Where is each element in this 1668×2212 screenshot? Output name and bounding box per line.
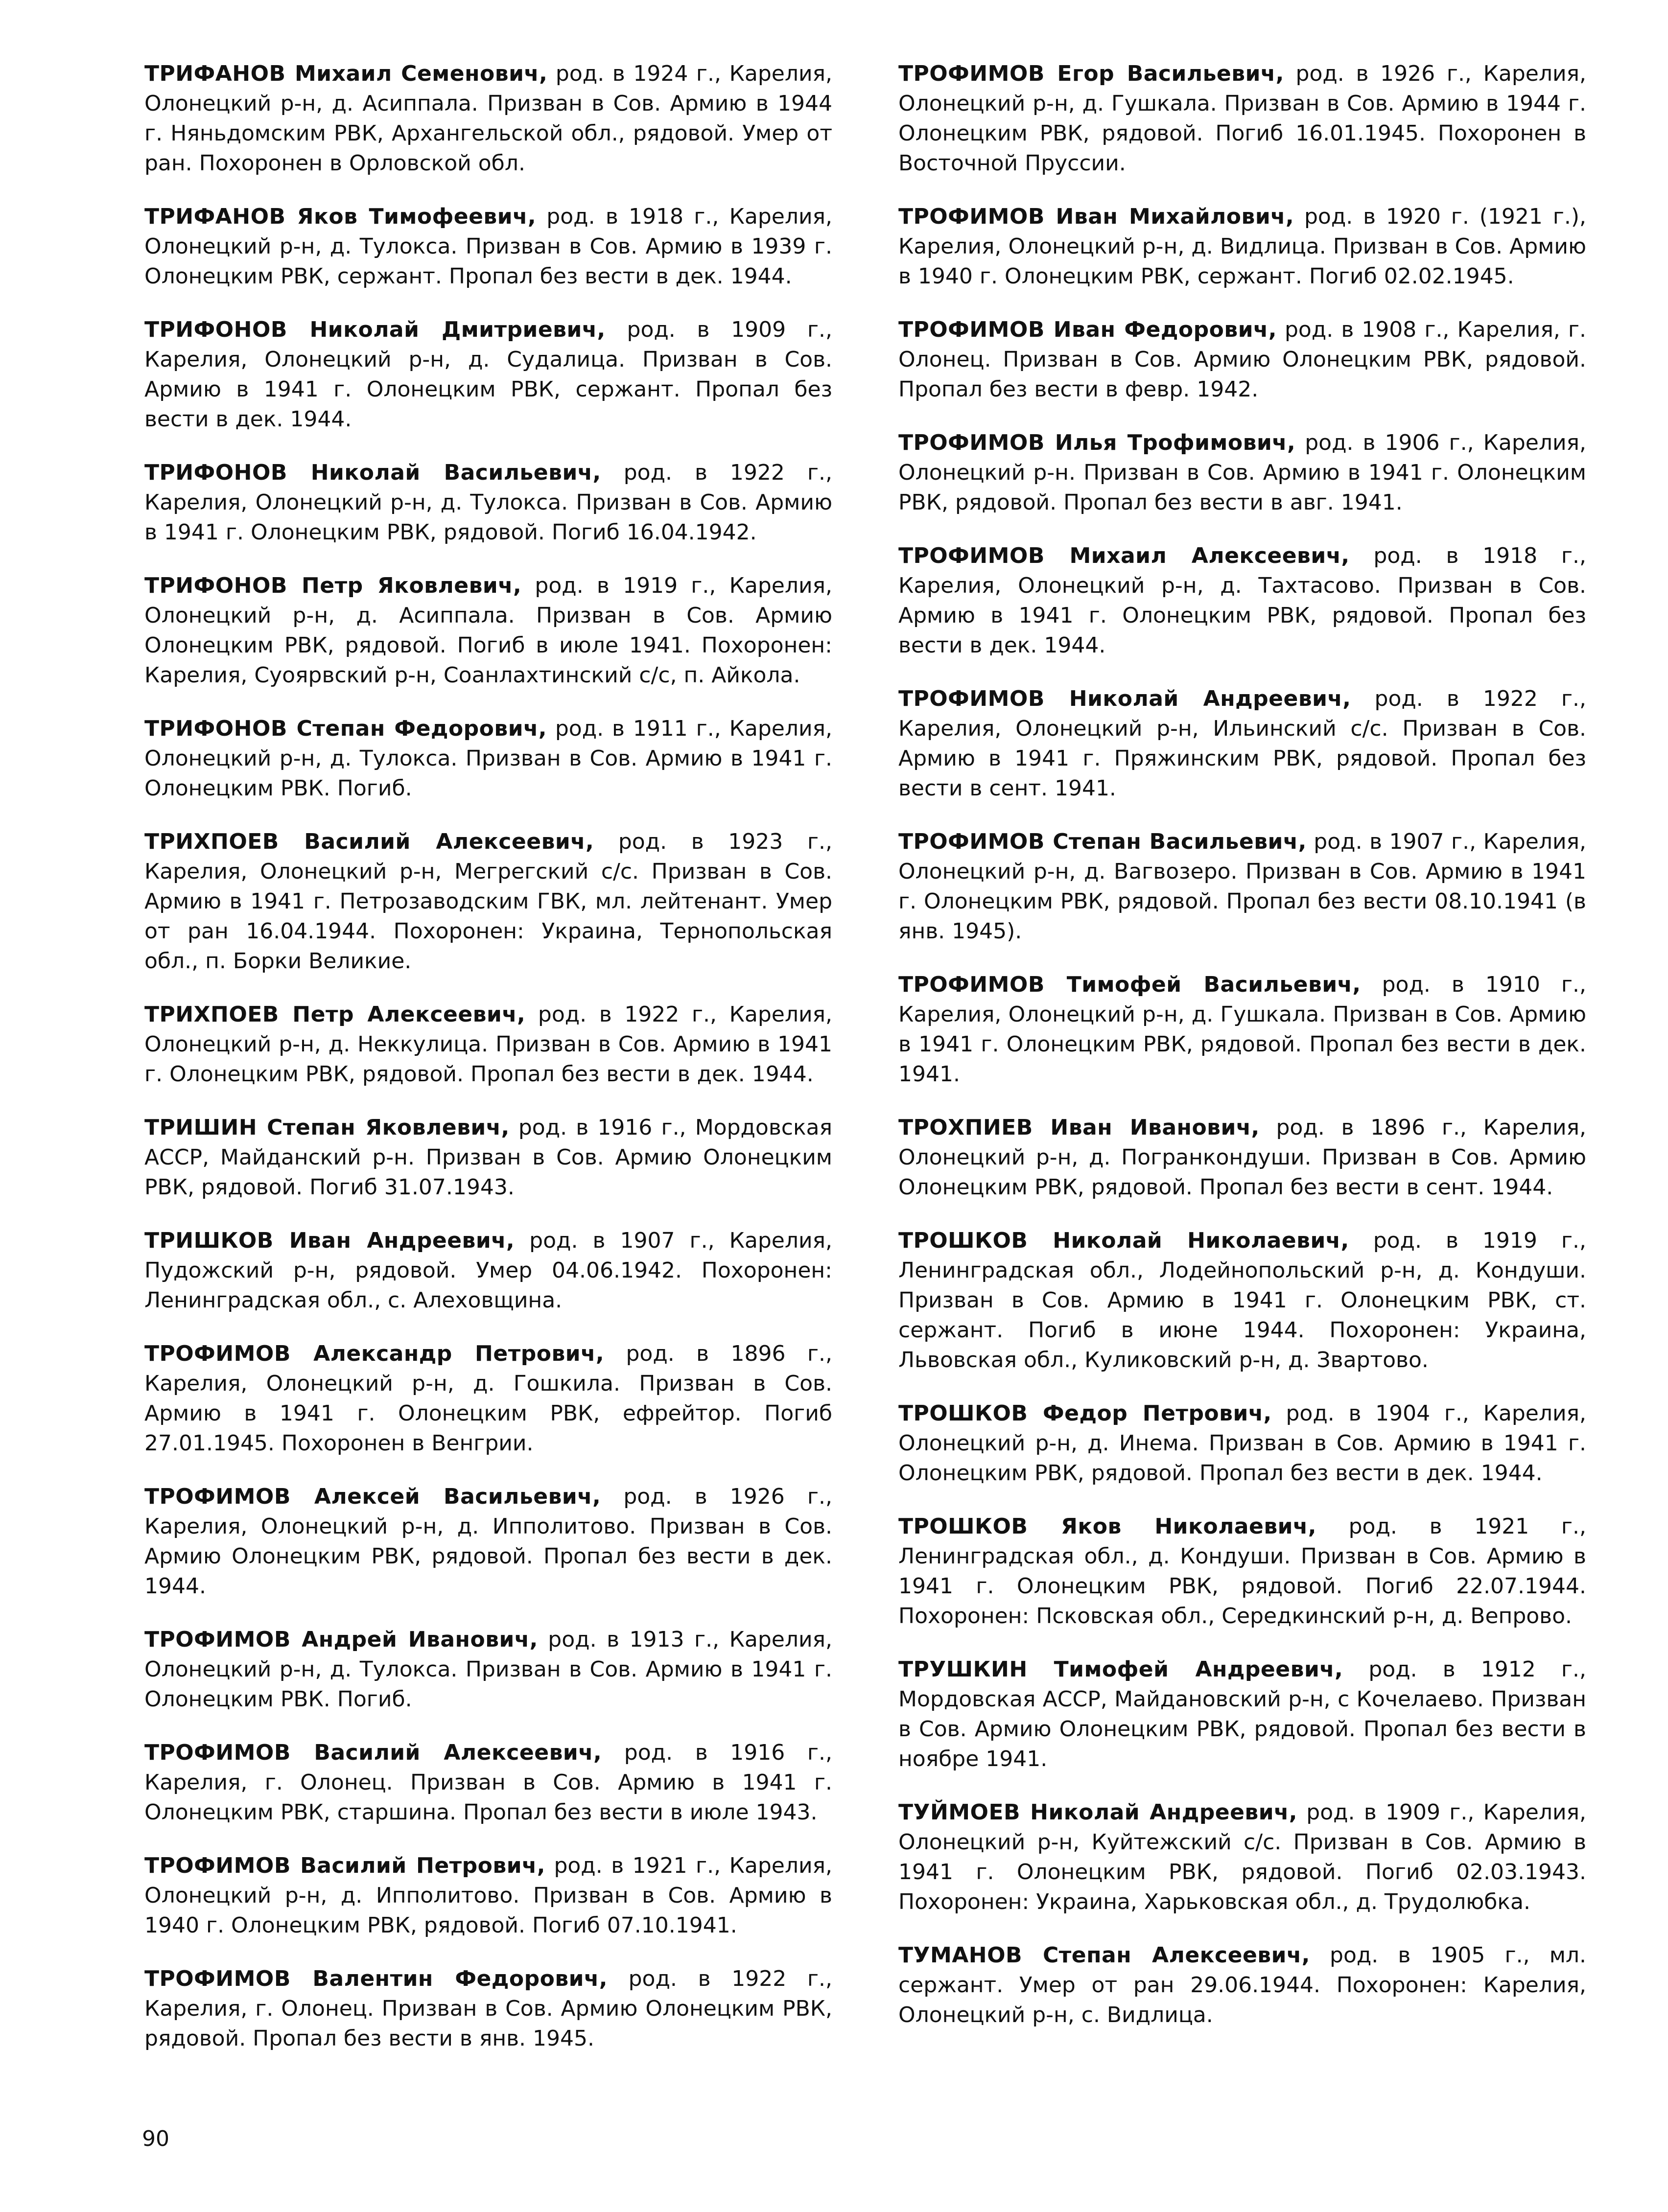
entry-name: ТРОФИМОВ Иван Михайлович, bbox=[898, 204, 1294, 229]
entry-text: род. в 1924 г., Карелия, Олонецкий р-н, д. Асиппала. Призван в Сов. Армию в 1944 г. Няньдомским РВК, Архангельской обл., рядовой. Умер от ран. Похоронен в Орловской обл. bbox=[144, 61, 832, 176]
entry-name: ТРОФИМОВ Егор Васильевич, bbox=[898, 61, 1284, 86]
entry-text: род. в 1919 г., Ленинградская обл., Лодейнопольский р-н, д. Кондуши. Призван в Сов. Армию в 1941 г. Олонецким РВК, ст. сержант. Погиб в июне 1944. Похоронен: Украина, Львовская обл., Куликовский р-н, д. Звартово. bbox=[898, 1228, 1586, 1373]
entry bbox=[898, 970, 1586, 1089]
entry-text: род. в 1920 г. (1921 г.), Карелия, Олонецкий р-н, д. Видлица. Призван в Сов. Армию в 1940 г. Олонецким РВК, сержант. Погиб 02.02.1945. bbox=[898, 204, 1586, 289]
entry-name: ТРИШИН Степан Яковлевич, bbox=[144, 1115, 510, 1140]
entry bbox=[144, 1851, 832, 1940]
entry-name: ТРОФИМОВ Тимофей Васильевич, bbox=[898, 972, 1361, 997]
entry-name: ТРОФИМОВ Алексей Васильевич, bbox=[144, 1484, 601, 1509]
entry-text: род. в 1922 г., Карелия, Олонецкий р-н, д. Тулокса. Призван в Сов. Армию в 1941 г. Олонецким РВК, рядовой. Погиб 16.04.1942. bbox=[144, 460, 832, 545]
entry bbox=[144, 315, 832, 434]
entry-name: ТРОФИМОВ Николай Андреевич, bbox=[898, 686, 1351, 711]
entry bbox=[898, 428, 1586, 517]
entry bbox=[898, 59, 1586, 178]
entry-text: род. в 1916 г., Мордовская АССР, Майданский р-н. Призван в Сов. Армию Олонецким РВК, рядовой. Погиб 31.07.1943. bbox=[144, 1115, 832, 1200]
entry-name: ТРОФИМОВ Валентин Федорович, bbox=[144, 1966, 608, 1991]
entry-text: род. в 1904 г., Карелия, Олонецкий р-н, д. Инема. Призван в Сов. Армию в 1941 г. Олонецким РВК, рядовой. Пропал без вести в дек. 1944. bbox=[898, 1401, 1586, 1486]
entry-text: род. в 1922 г., Карелия, Олонецкий р-н, д. Неккулица. Призван в Сов. Армию в 1941 г. Олонецким РВК, рядовой. Пропал без вести в дек. 1944. bbox=[144, 1002, 833, 1087]
entry bbox=[898, 1113, 1586, 1202]
entry-name: ТРОШКОВ Яков Николаевич, bbox=[898, 1514, 1316, 1539]
entry-name: ТРОФИМОВ Андрей Иванович, bbox=[144, 1627, 538, 1652]
entry-name: ТРИФАНОВ Яков Тимофеевич, bbox=[144, 204, 537, 229]
entry bbox=[898, 541, 1586, 660]
entry-name: ТРОШКОВ Николай Николаевич, bbox=[898, 1228, 1349, 1253]
entry-name: ТРОФИМОВ Степан Васильевич, bbox=[898, 829, 1307, 854]
entry-name: ТРИХПОЕВ Петр Алексеевич, bbox=[144, 1002, 526, 1027]
entry-text: род. в 1911 г., Карелия, Олонецкий р-н, д. Тулокса. Призван в Сов. Армию в 1941 г. Олонецким РВК. Погиб. bbox=[144, 716, 833, 801]
entry bbox=[898, 315, 1586, 404]
entry-text: род. в 1907 г., Карелия, Олонецкий р-н, д. Вагвозеро. Призван в Сов. Армию в 1941 г. Олонецким РВК, рядовой. Пропал без вести 08.10.1941 (в янв. 1945). bbox=[898, 829, 1586, 944]
entry-text: род. в 1921 г., Ленинградская обл., д. Кондуши. Призван в Сов. Армию в 1941 г. Олонецким РВК, рядовой. Погиб 22.07.1944. Похоронен: Псковская обл., Середкинский р-н, д. Вепрово. bbox=[898, 1514, 1586, 1629]
entry-name: ТРОХПИЕВ Иван Иванович, bbox=[898, 1115, 1260, 1140]
entry bbox=[144, 1738, 832, 1827]
entry-text: род. в 1921 г., Карелия, Олонецкий р-н, д. Ипполитово. Призван в Сов. Армию в 1940 г. Олонецким РВК, рядовой. Погиб 07.10.1941. bbox=[144, 1853, 832, 1938]
entry-name: ТРОФИМОВ Александр Петрович, bbox=[144, 1341, 605, 1366]
left-column bbox=[144, 59, 832, 2077]
entry-text: род. в 1922 г., Карелия, Олонецкий р-н, Ильинский с/с. Призван в Сов. Армию в 1941 г. Пряжинским РВК, рядовой. Пропал без вести в сент. 1941. bbox=[898, 686, 1587, 801]
entry-text: род. в 1922 г., Карелия, г. Олонец. Призван в Сов. Армию Олонецким РВК, рядовой. Пропал без вести в янв. 1945. bbox=[144, 1966, 832, 2051]
entry-name: ТРИФОНОВ Николай Васильевич, bbox=[144, 460, 601, 485]
entry-text: род. в 1923 г., Карелия, Олонецкий р-н, Мегрегский с/с. Призван в Сов. Армию в 1941 г. Петрозаводским ГВК, мл. лейтенант. Умер от ран 16.04.1944. Похоронен: Украина, Тернопольская обл., п. Борки Великие. bbox=[144, 829, 833, 974]
entry-text: род. в 1912 г., Мордовская АССР, Майдановский р-н, с Кочелаево. Призван в Сов. Армию Олонецким РВК, рядовой. Пропал без вести в ноябре 1941. bbox=[898, 1657, 1587, 1771]
entry-text: род. в 1918 г., Карелия, Олонецкий р-н, д. Тахтасово. Призван в Сов. Армию в 1941 г. Олонецким РВК, рядовой. Пропал без вести в дек. 1944. bbox=[898, 543, 1587, 658]
page-number: 90 bbox=[142, 2126, 169, 2151]
entry-text: род. в 1910 г., Карелия, Олонецкий р-н, д. Гушкала. Призван в Сов. Армию в 1941 г. Олонецким РВК, рядовой. Пропал без вести в дек. 1941. bbox=[898, 972, 1587, 1087]
entry-name: ТРИФОНОВ Николай Дмитриевич, bbox=[144, 317, 606, 342]
entry bbox=[144, 1000, 832, 1089]
right-column bbox=[898, 59, 1586, 2053]
entry-text: род. в 1906 г., Карелия, Олонецкий р-н. Призван в Сов. Армию в 1941 г. Олонецким РВК, рядовой. Пропал без вести в авг. 1941. bbox=[898, 430, 1586, 515]
entry bbox=[144, 1339, 832, 1458]
entry-name: ТРУШКИН Тимофей Андреевич, bbox=[898, 1657, 1343, 1682]
entry-name: ТРОФИМОВ Михаил Алексеевич, bbox=[898, 543, 1350, 568]
entry-text: род. в 1907 г., Карелия, Пудожский р-н, рядовой. Умер 04.06.1942. Похоронен: Ленинградская обл., с. Алеховщина. bbox=[144, 1228, 833, 1313]
entry-text: род. в 1919 г., Карелия, Олонецкий р-н, д. Асиппала. Призван в Сов. Армию Олонецким РВК, рядовой. Погиб в июле 1941. Похоронен: Карелия, Суоярвский р-н, Соанлахтинский с/с, п. Айкола. bbox=[144, 573, 833, 688]
entry-name: ТРОФИМОВ Иван Федорович, bbox=[898, 317, 1277, 342]
entry-text: род. в 1905 г., мл. сержант. Умер от ран 29.06.1944. Похоронен: Карелия, Олонецкий р-н, с. Видлица. bbox=[898, 1943, 1586, 2027]
entry bbox=[898, 1512, 1586, 1631]
entry bbox=[144, 714, 832, 803]
entry bbox=[144, 827, 832, 976]
entry-name: ТРИХПОЕВ Василий Алексеевич, bbox=[144, 829, 594, 854]
entry bbox=[898, 1940, 1586, 2030]
entry-text: род. в 1896 г., Карелия, Олонецкий р-н, д. Гошкила. Призван в Сов. Армию в 1941 г. Олонецким РВК, ефрейтор. Погиб 27.01.1945. Похоронен в Венгрии. bbox=[144, 1341, 832, 1456]
entry-text: род. в 1909 г., Карелия, Олонецкий р-н, Куйтежский с/с. Призван в Сов. Армию в 1941 г. Олонецким РВК, рядовой. Погиб 02.03.1943. Похоронен: Украина, Харьковская обл., д. Трудолюбка. bbox=[898, 1800, 1586, 1914]
entry-name: ТРИШКОВ Иван Андреевич, bbox=[144, 1228, 515, 1253]
entry-text: род. в 1908 г., Карелия, г. Олонец. Призван в Сов. Армию Олонецким РВК, рядовой. Пропал без вести в февр. 1942. bbox=[898, 317, 1587, 402]
entry bbox=[898, 202, 1586, 291]
entry-name: ТРОФИМОВ Василий Алексеевич, bbox=[144, 1740, 602, 1765]
entry bbox=[898, 1226, 1586, 1375]
entry-text: род. в 1926 г., Карелия, Олонецкий р-н, д. Гушкала. Призван в Сов. Армию в 1944 г. Олонецким РВК, рядовой. Погиб 16.01.1945. Похоронен в Восточной Пруссии. bbox=[898, 61, 1586, 176]
entry bbox=[144, 1482, 832, 1601]
entry-name: ТРОШКОВ Федор Петрович, bbox=[898, 1401, 1272, 1426]
entry-name: ТРИФОНОВ Петр Яковлевич, bbox=[144, 573, 522, 598]
entry-name: ТРОФИМОВ Илья Трофимович, bbox=[898, 430, 1296, 455]
entry bbox=[144, 202, 832, 291]
entry-name: ТРИФАНОВ Михаил Семенович, bbox=[144, 61, 548, 86]
entry bbox=[144, 1226, 832, 1315]
entry-text: род. в 1896 г., Карелия, Олонецкий р-н, д. Погранкондуши. Призван в Сов. Армию Олонецким РВК, рядовой. Пропал без вести в сент. 1944. bbox=[898, 1115, 1587, 1200]
entry bbox=[898, 1797, 1586, 1917]
entry-name: ТУЙМОЕВ Николай Андреевич, bbox=[898, 1800, 1298, 1825]
entry-name: ТРИФОНОВ Степан Федорович, bbox=[144, 716, 547, 741]
entry bbox=[144, 1625, 832, 1714]
entry bbox=[144, 1964, 832, 2053]
entry bbox=[898, 1654, 1586, 1774]
entry bbox=[144, 1113, 832, 1202]
entry-name: ТУМАНОВ Степан Алексеевич, bbox=[898, 1943, 1310, 1968]
entry bbox=[898, 684, 1586, 803]
entry bbox=[144, 59, 832, 178]
entry-text: род. в 1916 г., Карелия, г. Олонец. Призван в Сов. Армию в 1941 г. Олонецким РВК, старшина. Пропал без вести в июле 1943. bbox=[144, 1740, 832, 1825]
entry-text: род. в 1918 г., Карелия, Олонецкий р-н, д. Тулокса. Призван в Сов. Армию в 1939 г. Олонецким РВК, сержант. Пропал без вести в дек. 1944. bbox=[144, 204, 832, 289]
entry-name: ТРОФИМОВ Василий Петрович, bbox=[144, 1853, 545, 1878]
entry-text: род. в 1909 г., Карелия, Олонецкий р-н, д. Судалица. Призван в Сов. Армию в 1941 г. Олонецким РВК, сержант. Пропал без вести в дек. 1944. bbox=[144, 317, 832, 432]
entry bbox=[898, 1398, 1586, 1488]
entry-text: род. в 1926 г., Карелия, Олонецкий р-н, д. Ипполитово. Призван в Сов. Армию Олонецким РВК, рядовой. Пропал без вести в дек. 1944. bbox=[144, 1484, 832, 1599]
entry bbox=[898, 827, 1586, 946]
entry bbox=[144, 458, 832, 547]
entry bbox=[144, 571, 832, 690]
entry-text: род. в 1913 г., Карелия, Олонецкий р-н, д. Тулокса. Призван в Сов. Армию в 1941 г. Олонецким РВК. Погиб. bbox=[144, 1627, 833, 1712]
